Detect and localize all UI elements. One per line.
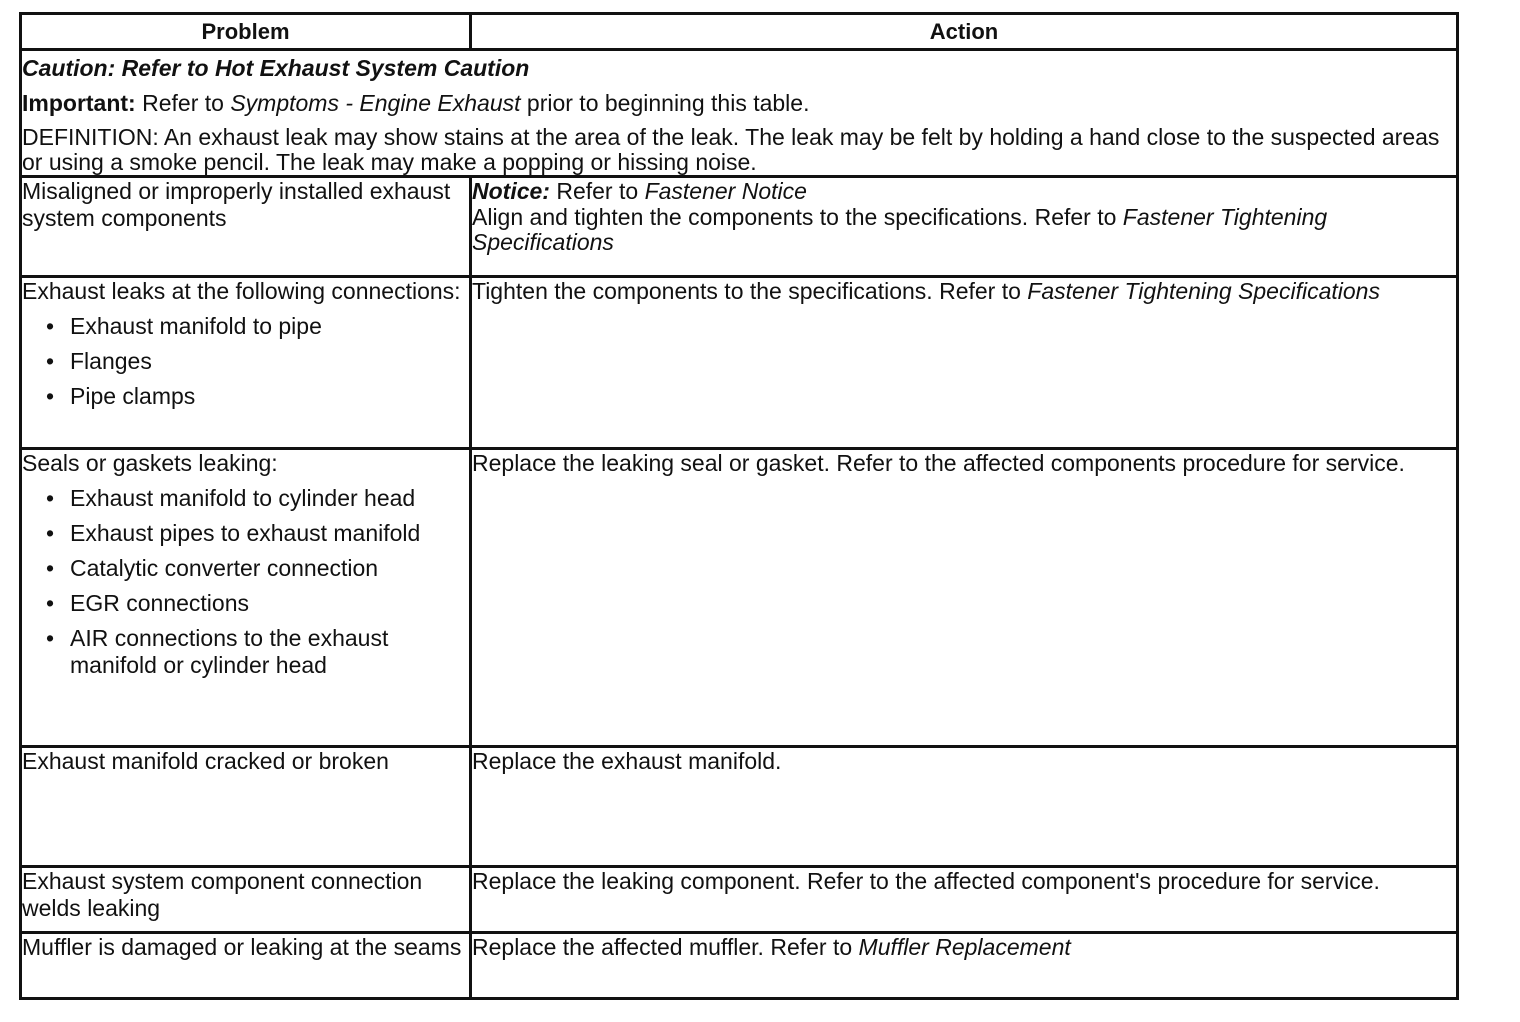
problem-cell: [21, 277, 471, 449]
action-cell: [471, 449, 1458, 747]
problem-text: Seals or gaskets leaking:: [22, 450, 278, 476]
important-pre: Refer to: [142, 90, 224, 116]
action-text: Replace the leaking seal or gasket. Refer to the affected components procedure for service.: [472, 450, 1405, 476]
action-column-header: Action: [471, 14, 1458, 50]
diagnostic-table: [19, 12, 1459, 1000]
list-item: • Flanges: [22, 348, 469, 375]
intro-cell: [21, 50, 1458, 177]
intro-row: [21, 50, 1458, 177]
problem-text: Exhaust leaks at the following connections:: [22, 278, 461, 304]
list-item: • AIR connections to the exhaust manifold or cylinder head: [22, 625, 469, 679]
table-row: [21, 867, 1458, 933]
important-note: [22, 90, 1456, 117]
action-text: Replace the exhaust manifold.: [472, 748, 782, 774]
action-text: [472, 278, 1456, 305]
action-pre: Align and tighten the components to the specifications. Refer to: [472, 204, 1117, 230]
problem-text: Exhaust system component connection welds leaking: [22, 868, 423, 921]
action-cell: [471, 933, 1458, 999]
table-row: [21, 277, 1458, 449]
action-pre: Replace the affected muffler. Refer to: [472, 934, 853, 960]
action-pre: Tighten the components to the specifications. Refer to: [472, 278, 1021, 304]
problem-column-header: Problem: [21, 14, 471, 50]
table-row: [21, 933, 1458, 999]
action-cell: [471, 747, 1458, 867]
notice-pre: Refer to: [556, 178, 639, 204]
notice-ref: Fastener Notice: [644, 178, 807, 204]
problem-text: Muffler is damaged or leaking at the seams: [22, 934, 462, 960]
action-ref: Muffler Replacement: [858, 934, 1071, 960]
problem-list: [22, 485, 469, 679]
action-cell: [471, 867, 1458, 933]
list-item: • Catalytic converter connection: [22, 555, 469, 582]
table-row: [21, 449, 1458, 747]
action-cell: [471, 177, 1458, 277]
header-row: [21, 14, 1458, 50]
action-text: [472, 934, 1456, 961]
problem-cell: [21, 933, 471, 999]
list-item: • Pipe clamps: [22, 383, 469, 410]
problem-text: Misaligned or improperly installed exhaust system components: [22, 178, 451, 231]
important-ref: Symptoms - Engine Exhaust: [230, 90, 521, 116]
list-item: • EGR connections: [22, 590, 469, 617]
definition-text: DEFINITION: An exhaust leak may show stains at the area of the leak. The leak may be felt by holding a hand close to the suspected areas or using a smoke pencil. The leak may make a popping or hissing noise.: [22, 124, 1440, 175]
action-cell: [471, 277, 1458, 449]
list-item: • Exhaust manifold to cylinder head: [22, 485, 469, 512]
important-post: prior to beginning this table.: [526, 90, 810, 116]
problem-list: [22, 313, 469, 410]
problem-cell: [21, 449, 471, 747]
list-item: • Exhaust pipes to exhaust manifold: [22, 520, 469, 547]
important-label: Important:: [22, 90, 136, 116]
action-ref: Fastener Tightening Specifications: [472, 204, 1328, 255]
action-text: Replace the leaking component. Refer to the affected component's procedure for service.: [472, 868, 1380, 894]
problem-cell: [21, 177, 471, 277]
action-text: [472, 205, 1456, 255]
notice-label: Notice:: [472, 178, 550, 204]
caution-text: Caution: Refer to Hot Exhaust System Caution: [22, 55, 530, 81]
problem-cell: [21, 747, 471, 867]
action-ref: Fastener Tightening Specifications: [1027, 278, 1380, 304]
problem-text: Exhaust manifold cracked or broken: [22, 748, 389, 774]
notice-text: [472, 178, 1456, 205]
list-item: • Exhaust manifold to pipe: [22, 313, 469, 340]
table-row: [21, 177, 1458, 277]
problem-cell: [21, 867, 471, 933]
table-row: [21, 747, 1458, 867]
